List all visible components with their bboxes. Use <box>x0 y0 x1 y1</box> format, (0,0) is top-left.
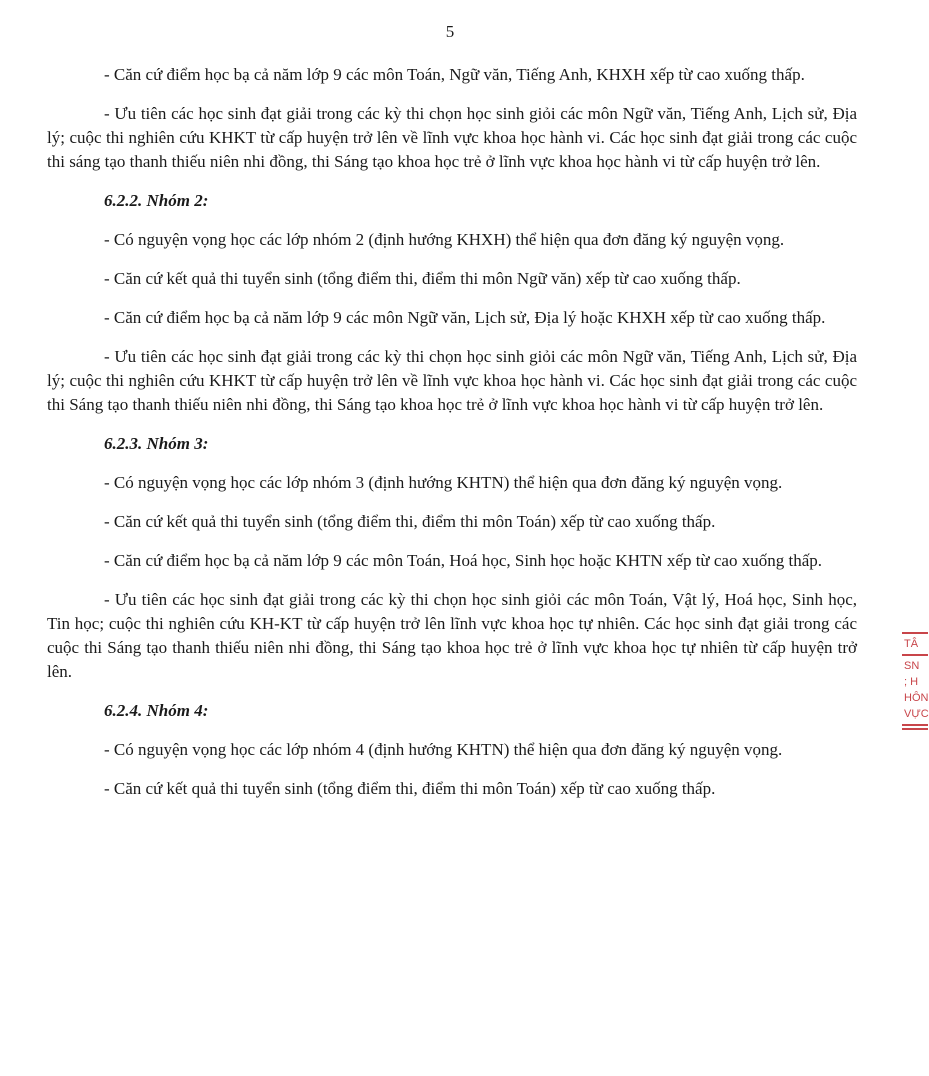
stamp-text: TÂ <box>904 638 919 650</box>
section-heading-group-2: 6.2.2. Nhóm 2: <box>104 191 209 210</box>
partial-stamp <box>896 630 929 760</box>
stamp-text: VỰC <box>904 708 929 720</box>
paragraph: - Căn cứ kết quả thi tuyển sinh (tổng điểm thi, điểm thi môn Toán) xếp từ cao xuống thấp. <box>104 779 716 798</box>
paragraph: - Ưu tiên các học sinh đạt giải trong các kỳ thi chọn học sinh giỏi các môn Ngữ văn, Tiếng Anh, Lịch sử, Địa lý; cuộc thi nghiên cứu KHKT từ cấp huyện trở lên về lĩnh vực khoa học hành vi. Các học sinh đạt giải trong các cuộc thi Sáng tạo thanh thiếu niên nhi đồng, thi Sáng tạo khoa học trẻ ở lĩnh vực khoa học hành vi từ cấp huyện trở lên. <box>47 347 857 414</box>
stamp-rule <box>902 654 928 656</box>
stamp-text: HÔN <box>904 692 929 704</box>
section-heading-group-3: 6.2.3. Nhóm 3: <box>104 434 209 453</box>
stamp-rule <box>902 728 928 730</box>
stamp-rule <box>902 724 928 726</box>
stamp-text: ; H <box>904 676 919 688</box>
paragraph: - Căn cứ điểm học bạ cả năm lớp 9 các môn Ngữ văn, Lịch sử, Địa lý hoặc KHXH xếp từ cao xuống thấp. <box>104 308 826 327</box>
page-number: 5 <box>445 22 455 41</box>
paragraph: - Ưu tiên các học sinh đạt giải trong các kỳ thi chọn học sinh giỏi các môn Toán, Vật lý, Hoá học, Sinh học, Tin học; cuộc thi nghiên cứu KH-KT từ cấp huyện trở lên lĩnh vực khoa học tự nhiên. Các học sinh đạt giải trong các cuộc thi Sáng tạo thanh thiếu niên nhi đồng, thi Sáng tạo khoa học trẻ ở lĩnh vực khoa học tự nhiên từ cấp huyện trở lên. <box>47 590 857 681</box>
paragraph: - Căn cứ kết quả thi tuyển sinh (tổng điểm thi, điểm thi môn Ngữ văn) xếp từ cao xuống thấp. <box>104 269 741 288</box>
paragraph: - Ưu tiên các học sinh đạt giải trong các kỳ thi chọn học sinh giỏi các môn Ngữ văn, Tiếng Anh, Lịch sử, Địa lý; cuộc thi nghiên cứu KHKT từ cấp huyện trở lên về lĩnh vực khoa học hành vi. Các học sinh đạt giải trong các cuộc thi sáng tạo thanh thiếu niên nhi đồng, thi Sáng tạo khoa học trẻ ở lĩnh vực khoa học hành vi từ cấp huyện trở lên. <box>47 104 857 171</box>
paragraph: - Căn cứ điểm học bạ cả năm lớp 9 các môn Toán, Hoá học, Sinh học hoặc KHTN xếp từ cao xuống thấp. <box>104 551 822 570</box>
paragraph: - Có nguyện vọng học các lớp nhóm 4 (định hướng KHTN) thể hiện qua đơn đăng ký nguyện vọng. <box>104 740 783 759</box>
stamp-text: SN <box>904 660 920 672</box>
paragraph: - Có nguyện vọng học các lớp nhóm 3 (định hướng KHTN) thể hiện qua đơn đăng ký nguyện vọng. <box>104 473 783 492</box>
paragraph: - Có nguyện vọng học các lớp nhóm 2 (định hướng KHXH) thể hiện qua đơn đăng ký nguyện vọng. <box>104 230 785 249</box>
paragraph: - Căn cứ kết quả thi tuyển sinh (tổng điểm thi, điểm thi môn Toán) xếp từ cao xuống thấp. <box>104 512 716 531</box>
stamp-rule <box>902 632 928 634</box>
section-heading-group-4: 6.2.4. Nhóm 4: <box>104 701 209 720</box>
document-body <box>47 63 857 816</box>
paragraph: - Căn cứ điểm học bạ cả năm lớp 9 các môn Toán, Ngữ văn, Tiếng Anh, KHXH xếp từ cao xuống thấp. <box>104 65 805 84</box>
